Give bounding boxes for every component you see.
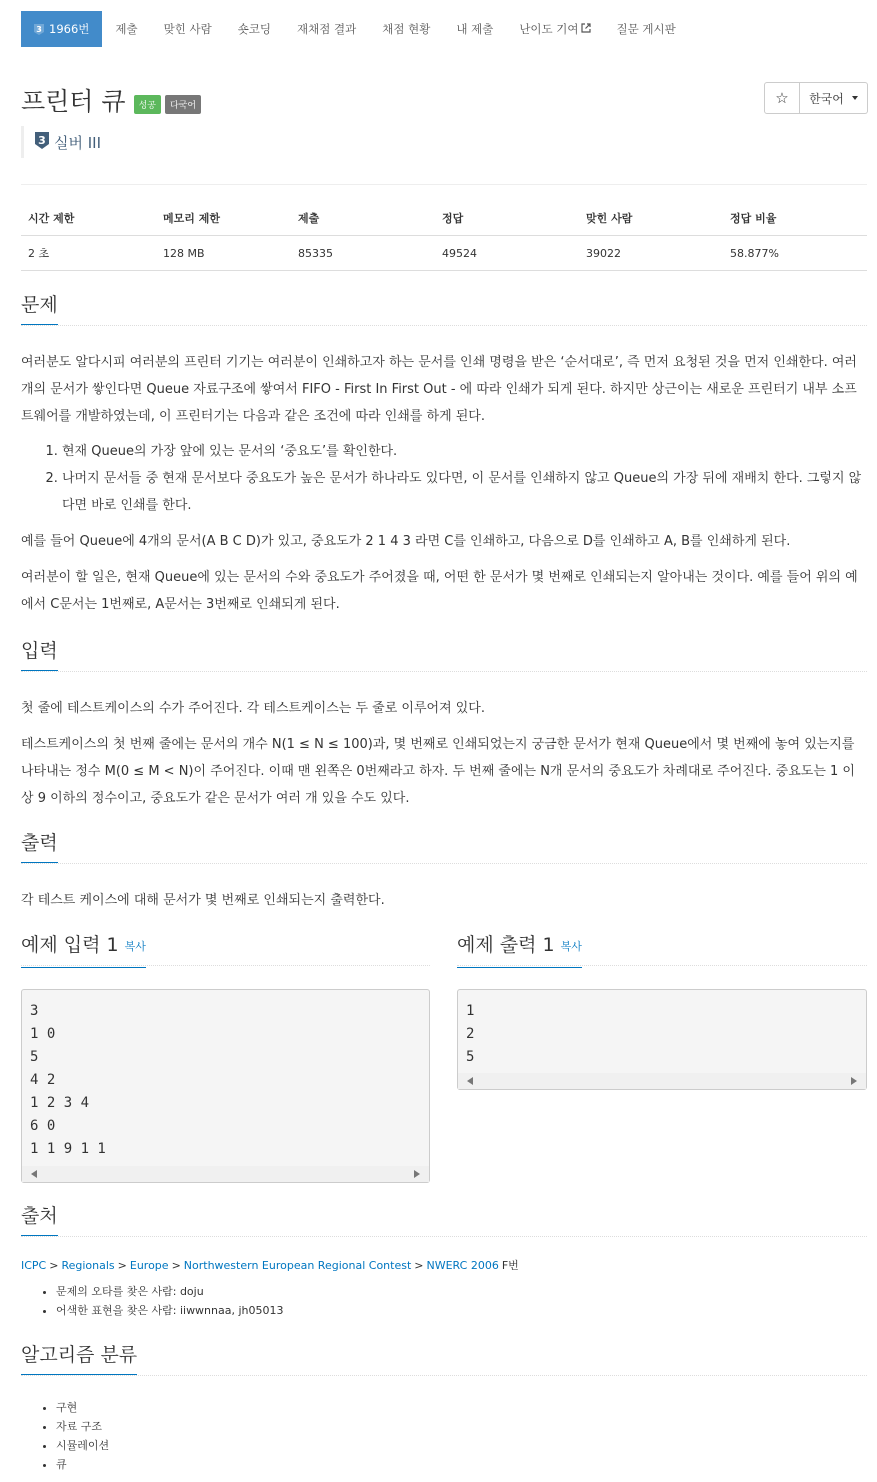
algorithm-tag[interactable]: • 시뮬레이션 (56, 1436, 867, 1455)
problem-paragraph: 여러분도 알다시피 여러분의 프린터 기기는 여러분이 인쇄하고자 하는 문서를 인쇄 명령을 받은 ‘순서대로’, 즉 먼저 요청된 것을 먼저 인쇄한다. 여러 개의 문서가 쌓인다면 Queue 자료구조에 쌓여서 FIFO - First In First Out - 에 따라 인쇄가 되게 된다. 하지만 상근이는 새로운 프린터기 내부 소프트웨어를 개발하였는데, 이 프린터기는 다음과 같은 조건에 따라 인쇄를 하게 된다. (21, 355, 857, 424)
input-paragraph: 첫 줄에 테스트케이스의 수가 주어진다. 각 테스트케이스는 두 줄로 이루어져 있다. (21, 701, 486, 716)
credits-list (21, 1282, 867, 1320)
copy-sample-input-button[interactable]: 복사 (124, 940, 146, 953)
horizontal-scrollbar[interactable] (22, 1166, 429, 1182)
algorithm-tag[interactable]: • 큐 (56, 1455, 867, 1474)
sample-input-header (21, 932, 430, 966)
section-title (457, 932, 582, 968)
section-header (21, 1203, 867, 1237)
sample-output-text: 1 2 5 (466, 1003, 475, 1065)
external-link-icon (581, 23, 591, 36)
sample-output-box[interactable] (457, 989, 867, 1090)
problem-description-section (21, 292, 867, 618)
output-paragraph: 각 테스트 케이스에 대해 문서가 몇 번째로 인쇄되는지 출력한다. (21, 893, 385, 908)
problem-paragraph: 여러분이 할 일은, 현재 Queue에 있는 문서의 수와 중요도가 주어졌을 때, 어떤 한 문서가 몇 번째로 인쇄되는지 알아내는 것이다. 예를 들어 위의 예에서 C문서는 1번째로, A문서는 3번째로 인쇄되게 된다. (21, 570, 858, 612)
tab-submit[interactable]: 제출 (115, 22, 138, 36)
horizontal-scrollbar[interactable] (458, 1073, 866, 1089)
problem-header (21, 82, 201, 118)
sample-input-text: 3 1 0 5 4 2 1 2 3 4 6 0 1 1 9 1 1 (30, 1003, 106, 1157)
section-title: 입력 (21, 638, 58, 671)
section-header (21, 1342, 867, 1376)
column-header: 정답 (435, 204, 579, 236)
problem-menu (21, 11, 689, 47)
scroll-right-icon[interactable] (414, 1170, 420, 1178)
multilang-badge: 다국어 (165, 95, 201, 114)
divider (21, 184, 867, 185)
output-section (21, 830, 867, 914)
section-header (457, 932, 867, 966)
list-item: • 문제의 오타를 찾은 사람: doju (56, 1282, 867, 1301)
page-title: 프린터 큐 (21, 87, 126, 116)
section-header (21, 292, 867, 326)
source-link-icpc[interactable]: ICPC (21, 1259, 47, 1272)
problem-tier (21, 126, 101, 158)
column-header: 정답 비율 (723, 204, 867, 236)
language-dropdown[interactable] (800, 82, 868, 114)
sample-input-title: 예제 입력 1 (21, 934, 119, 956)
tab-difficulty-contribution[interactable] (506, 11, 603, 47)
language-label: 한국어 (809, 91, 844, 106)
list-item: 1. 현재 Queue의 가장 앞에 있는 문서의 ‘중요도’를 확인한다. (62, 438, 867, 465)
caret-down-icon (852, 96, 858, 100)
tab-rejudge-results[interactable]: 재채점 결과 (297, 22, 357, 36)
source-link-regionals[interactable]: Regionals (61, 1259, 115, 1272)
table-row (21, 236, 867, 271)
tab-label: 1966번 (49, 22, 90, 36)
input-paragraph: 테스트케이스의 첫 번째 줄에는 문서의 개수 N(1 ≤ N ≤ 100)과, 몇 번째로 인쇄되었는지 궁금한 문서가 현재 Queue에서 몇 번째에 놓여 있는지를 나타내는 정수 M(0 ≤ M < N)이 주어진다. 이때 맨 왼쪽은 0번째라고 하자. 두 번째 줄에는 N개 문서의 중요도가 차례대로 주어진다. 중요도는 1 이상 9 이하의 정수이고, 중요도가 같은 문서가 여러 개 있을 수도 있다. (21, 737, 855, 806)
tier-label: 실버 III (54, 133, 102, 152)
scroll-right-icon[interactable] (851, 1077, 857, 1085)
svg-text:3: 3 (36, 24, 42, 34)
tab-short-coding[interactable]: 숏코딩 (237, 22, 272, 36)
problem-info-table (21, 204, 867, 271)
source-breadcrumb (21, 1257, 867, 1273)
source-section (21, 1203, 867, 1320)
silver-tier-icon (33, 23, 45, 36)
column-header: 메모리 제한 (156, 204, 291, 236)
separator: > (414, 1259, 424, 1272)
source-problem-letter: F번 (501, 1259, 519, 1272)
tab-solved-users[interactable]: 맞힌 사람 (163, 22, 212, 36)
tab-label: 난이도 기여 (519, 22, 579, 36)
separator: > (117, 1259, 127, 1272)
silver-tier-icon (35, 132, 49, 153)
section-title: 문제 (21, 292, 58, 325)
problem-actions (764, 82, 868, 114)
solved-badge: 성공 (134, 95, 161, 114)
accepted-ratio: 58.877% (723, 236, 867, 271)
copy-sample-output-button[interactable]: 복사 (560, 940, 582, 953)
favorite-star-button[interactable] (764, 82, 800, 114)
solved-user-count: 39022 (579, 236, 723, 271)
section-title: 알고리즘 분류 (21, 1342, 137, 1375)
column-header: 제출 (291, 204, 435, 236)
section-title: 출력 (21, 830, 58, 863)
scroll-left-icon[interactable] (467, 1077, 473, 1085)
column-header: 맞힌 사람 (579, 204, 723, 236)
section-title: 출처 (21, 1203, 58, 1236)
column-header: 시간 제한 (21, 204, 156, 236)
sample-output-title: 예제 출력 1 (457, 934, 555, 956)
section-title (21, 932, 146, 968)
section-header (21, 932, 430, 966)
algorithm-section (21, 1342, 867, 1474)
sample-output-header (457, 932, 867, 966)
source-link-nwerc[interactable]: Northwestern European Regional Contest (183, 1259, 412, 1272)
star-icon: ☆ (775, 89, 789, 107)
algorithm-tag[interactable]: • 자료 구조 (56, 1417, 867, 1436)
separator: > (171, 1259, 181, 1272)
source-link-nwerc-2006[interactable]: NWERC 2006 (426, 1259, 499, 1272)
table-header-row (21, 204, 867, 236)
tab-question-board[interactable]: 질문 게시판 (616, 22, 676, 36)
svg-text:3: 3 (38, 133, 46, 147)
section-header (21, 830, 867, 864)
submission-count: 85335 (291, 236, 435, 271)
time-limit: 2 초 (21, 236, 156, 271)
input-section (21, 638, 867, 812)
section-header (21, 638, 867, 672)
sample-input-box[interactable] (21, 989, 430, 1183)
problem-paragraph: 예를 들어 Queue에 4개의 문서(A B C D)가 있고, 중요도가 2 1 4 3 라면 C를 인쇄하고, 다음으로 D를 인쇄하고 A, B를 인쇄하게 된다. (21, 534, 791, 549)
tab-judge-status[interactable]: 채점 현황 (382, 22, 431, 36)
accepted-count: 49524 (435, 236, 579, 271)
tab-my-submissions[interactable]: 내 제출 (456, 22, 494, 36)
problem-rules-list (21, 438, 867, 519)
memory-limit: 128 MB (156, 236, 291, 271)
list-item: 2. 나머지 문서들 중 현재 문서보다 중요도가 높은 문서가 하나라도 있다면, 이 문서를 인쇄하지 않고 Queue의 가장 뒤에 재배치 한다. 그렇지 않다면 바로 인쇄를 한다. (62, 465, 867, 519)
tab-problem-number[interactable] (21, 11, 102, 47)
algorithm-list (21, 1398, 867, 1474)
scroll-left-icon[interactable] (31, 1170, 37, 1178)
algorithm-tag[interactable]: • 구현 (56, 1398, 867, 1417)
source-link-europe[interactable]: Europe (129, 1259, 169, 1272)
list-item: • 어색한 표현을 찾은 사람: iiwwnnaa, jh05013 (56, 1301, 867, 1320)
separator: > (49, 1259, 59, 1272)
